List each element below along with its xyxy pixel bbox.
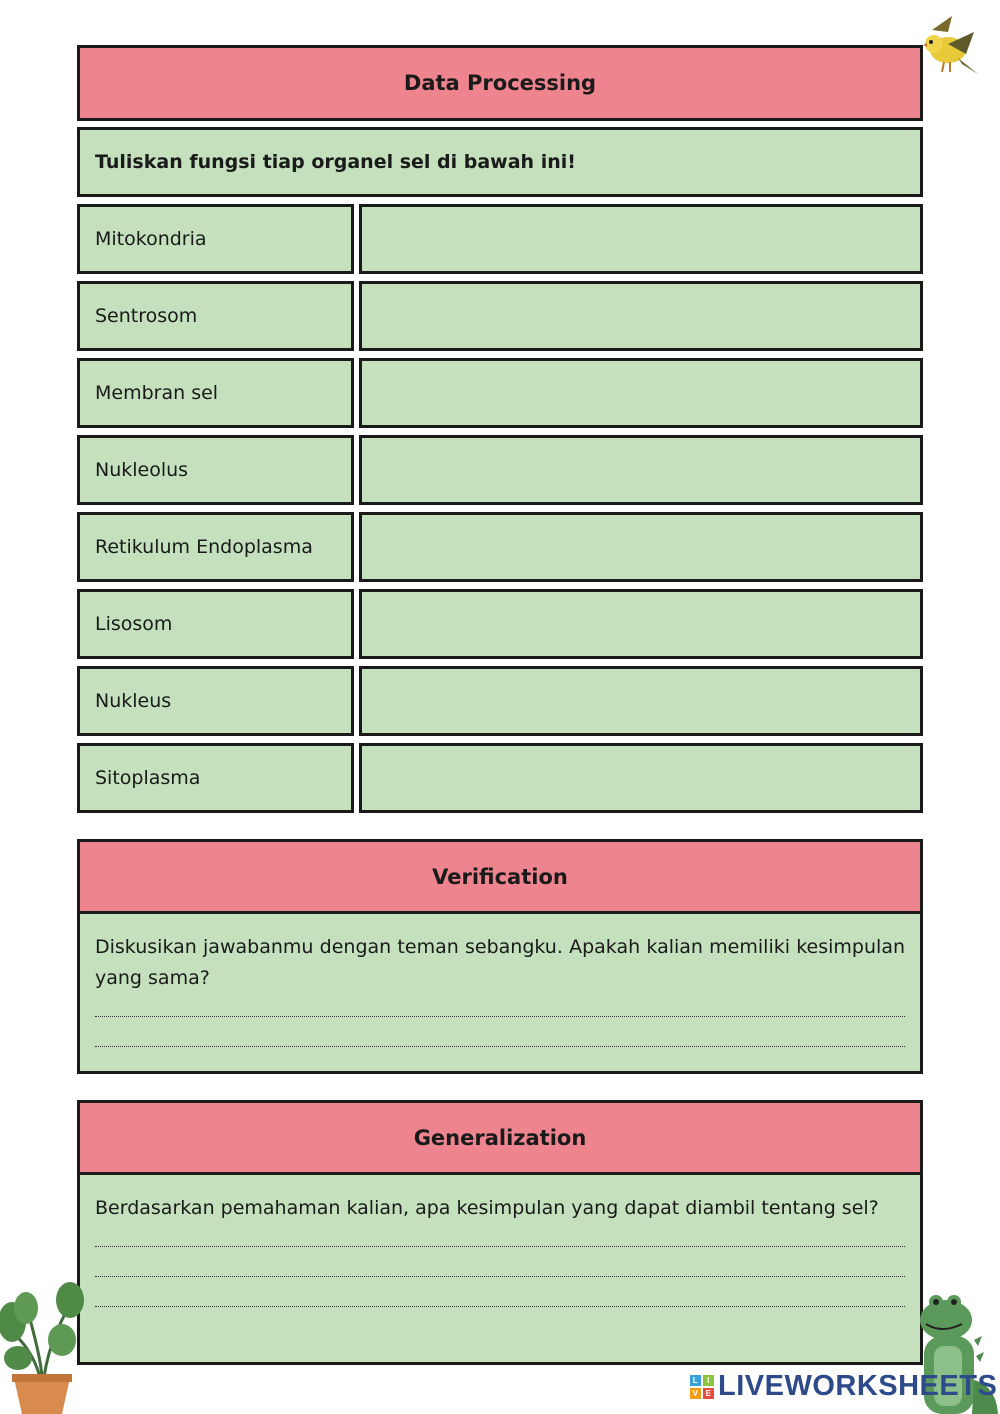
- verification-header: [77, 839, 923, 914]
- organelle-name: Retikulum Endoplasma: [95, 536, 313, 558]
- verification-answer-line-2[interactable]: [95, 1017, 905, 1047]
- liveworksheets-logo: [690, 1370, 997, 1403]
- generalization-body: [77, 1175, 923, 1365]
- organelle-label: [77, 666, 354, 736]
- liveworksheets-wordmark: LIVEWORKSHEETS: [718, 1370, 998, 1402]
- verification-question: Diskusikan jawabanmu dengan teman sebangku. Apakah kalian memiliki kesimpulan yang sama?: [95, 936, 905, 989]
- organelle-name: Membran sel: [95, 382, 219, 404]
- generalization-question: Berdasarkan pemahaman kalian, apa kesimpulan yang dapat diambil tentang sel?: [95, 1197, 879, 1219]
- instruction-text: Tuliskan fungsi tiap organel sel di bawah ini!: [95, 151, 576, 173]
- generalization-title: Generalization: [413, 1125, 587, 1150]
- organelle-answer-field[interactable]: [359, 743, 923, 813]
- organelle-label: [77, 281, 354, 351]
- organelle-name: Sentrosom: [95, 305, 198, 327]
- generalization-answer-line-3[interactable]: [95, 1277, 905, 1307]
- generalization-answer-line-2[interactable]: [95, 1247, 905, 1277]
- generalization-answer-line-1[interactable]: [95, 1224, 905, 1247]
- instruction-box: [77, 127, 923, 197]
- organelle-name: Nukleolus: [95, 459, 189, 481]
- verification-title: Verification: [432, 864, 568, 889]
- organelle-name: Nukleus: [95, 690, 172, 712]
- organelle-name: Lisosom: [95, 613, 173, 635]
- bird-illustration: [918, 14, 980, 80]
- organelle-label: [77, 358, 354, 428]
- organelle-label: [77, 512, 354, 582]
- organelle-name: Mitokondria: [95, 228, 207, 250]
- verification-answer-line-1[interactable]: [95, 994, 905, 1017]
- organelle-label: [77, 435, 354, 505]
- organelle-answer-field[interactable]: [359, 666, 923, 736]
- organelle-answer-field[interactable]: [359, 435, 923, 505]
- organelle-name: Sitoplasma: [95, 767, 201, 789]
- organelle-label: [77, 589, 354, 659]
- generalization-header: [77, 1100, 923, 1175]
- organelle-label: [77, 743, 354, 813]
- organelle-answer-field[interactable]: [359, 589, 923, 659]
- data-processing-header: [77, 45, 923, 121]
- verification-body: [77, 914, 923, 1074]
- plant-illustration: [0, 1282, 86, 1414]
- organelle-label: [77, 204, 354, 274]
- organelle-answer-field[interactable]: [359, 358, 923, 428]
- organelle-answer-field[interactable]: [359, 281, 923, 351]
- liveworksheets-logo-icon: L I V E: [690, 1375, 714, 1399]
- organelle-answer-field[interactable]: [359, 204, 923, 274]
- data-processing-title: Data Processing: [403, 71, 597, 95]
- organelle-answer-field[interactable]: [359, 512, 923, 582]
